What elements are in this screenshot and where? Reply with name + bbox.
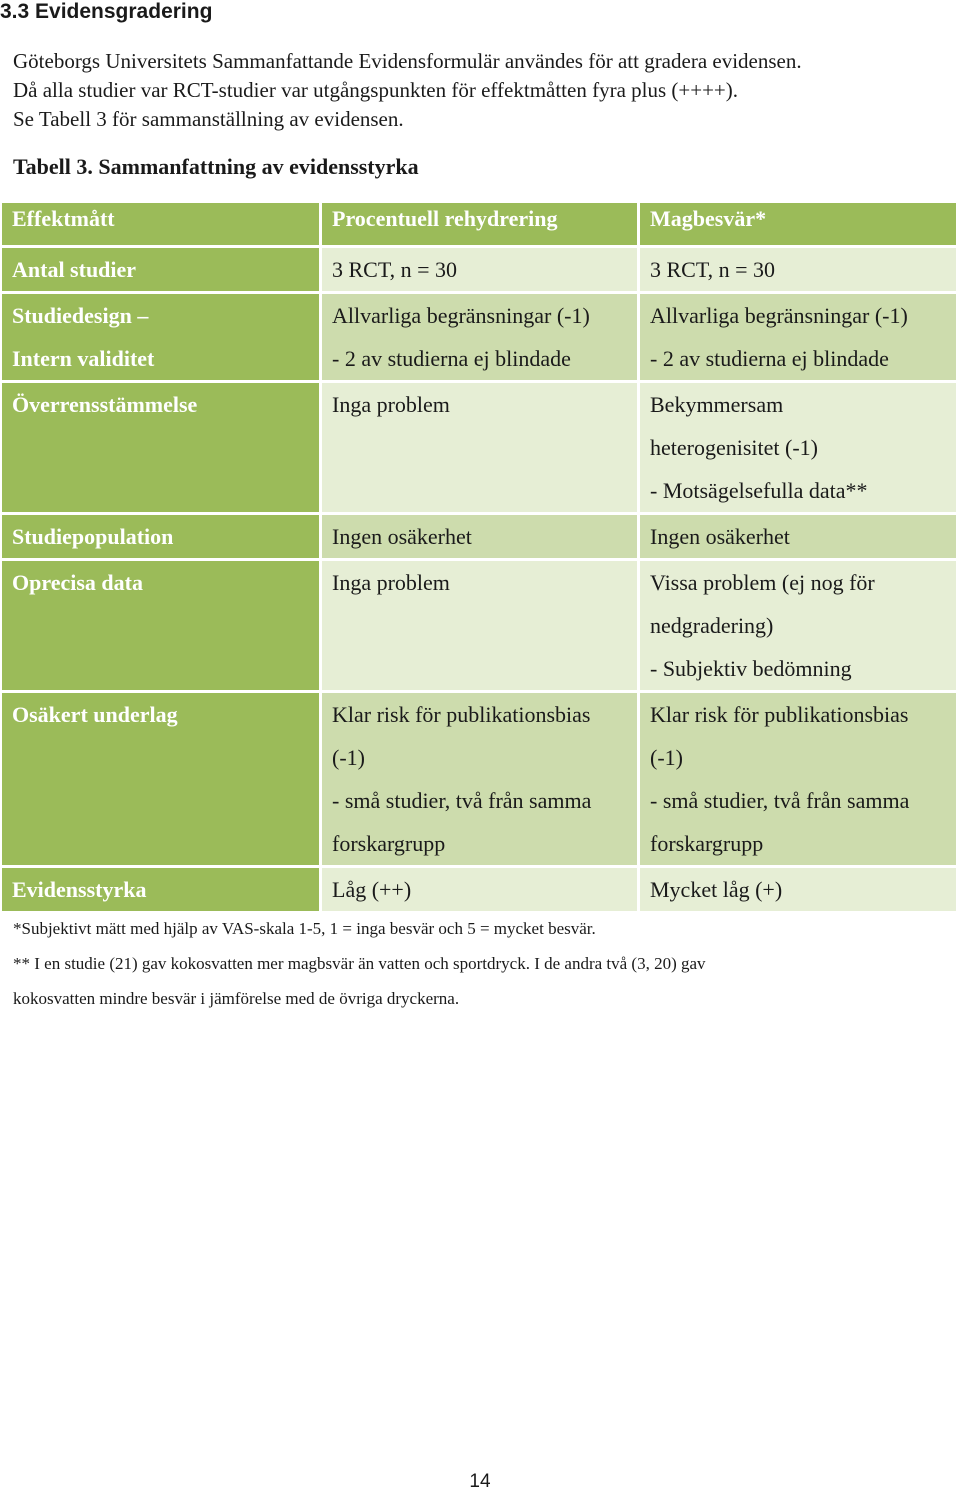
cell-line: Antal studier bbox=[12, 257, 137, 282]
rehydrering-cell bbox=[322, 515, 640, 561]
cell-line: 3 RCT, n = 30 bbox=[650, 257, 776, 282]
intro-line: Då alla studier var RCT-studier var utgångspunkten för effektmåtten fyra plus (++++). bbox=[13, 78, 739, 102]
row-label-cell bbox=[2, 515, 322, 561]
cell-line: - Subjektiv bedömning bbox=[650, 656, 852, 681]
magbesvar-cell bbox=[640, 693, 956, 868]
cell-line: Oprecisa data bbox=[12, 570, 143, 595]
magbesvar-cell bbox=[640, 383, 956, 515]
magbesvar-cell bbox=[640, 561, 956, 693]
table-body bbox=[2, 248, 956, 914]
table-caption bbox=[13, 154, 419, 180]
table-row bbox=[2, 248, 956, 294]
magbesvar-cell bbox=[640, 248, 956, 294]
cell-line: Evidensstyrka bbox=[12, 877, 147, 902]
intro-line: Se Tabell 3 för sammanställning av evidensen. bbox=[13, 107, 404, 131]
row-label-cell bbox=[2, 561, 322, 693]
cell-line: Vissa problem (ej nog för bbox=[650, 570, 875, 595]
cell-line: forskargrupp bbox=[650, 831, 764, 856]
cell-line: Ingen osäkerhet bbox=[650, 524, 790, 549]
table-row bbox=[2, 561, 956, 693]
rehydrering-cell bbox=[322, 693, 640, 868]
cell-line: Allvarliga begränsningar (-1) bbox=[332, 303, 590, 328]
row-label-cell bbox=[2, 693, 322, 868]
table-row bbox=[2, 383, 956, 515]
cell-line: nedgradering) bbox=[650, 613, 774, 638]
magbesvar-cell bbox=[640, 294, 956, 383]
cell-line: forskargrupp bbox=[332, 831, 446, 856]
footnotes bbox=[13, 911, 948, 1016]
row-label-cell bbox=[2, 868, 322, 914]
table-header-row bbox=[2, 203, 956, 248]
cell-line: Mycket låg (+) bbox=[650, 877, 783, 902]
footnote-vas: *Subjektivt mätt med hjälp av VAS-skala 1-5, 1 = inga besvär och 5 = mycket besvär. bbox=[13, 919, 596, 938]
cell-line: Studiepopulation bbox=[12, 524, 174, 549]
row-label-cell bbox=[2, 294, 322, 383]
magbesvar-cell bbox=[640, 515, 956, 561]
page-number: 14 bbox=[469, 1471, 491, 1492]
magbesvar-cell bbox=[640, 868, 956, 914]
cell-line: Studiedesign – bbox=[12, 303, 149, 328]
cell-line: - 2 av studierna ej blindade bbox=[332, 346, 571, 371]
cell-line: Klar risk för publikationsbias bbox=[650, 702, 909, 727]
table-caption-text: Sammanfattning av evidensstyrka bbox=[98, 154, 419, 179]
intro-paragraph bbox=[13, 47, 953, 134]
evidence-table bbox=[2, 203, 956, 914]
table-row bbox=[2, 294, 956, 383]
cell-line: Överrensstämmelse bbox=[12, 392, 198, 417]
section-heading: 3.3 Evidensgradering bbox=[0, 0, 213, 23]
footnote-magbesvar-cont: kokosvatten mindre besvär i jämförelse med de övriga dryckerna. bbox=[13, 989, 460, 1008]
cell-line: heterogenisitet (-1) bbox=[650, 435, 818, 460]
row-label-cell bbox=[2, 248, 322, 294]
rehydrering-cell bbox=[322, 868, 640, 914]
cell-line: Inga problem bbox=[332, 570, 450, 595]
table-row bbox=[2, 515, 956, 561]
cell-line: - små studier, två från samma bbox=[650, 788, 910, 813]
rehydrering-cell bbox=[322, 383, 640, 515]
header-cell-magbesvar: Magbesvär* bbox=[640, 203, 956, 248]
intro-line: Göteborgs Universitets Sammanfattande Evidensformulär användes för att gradera evidensen. bbox=[13, 49, 802, 73]
cell-line: Intern validitet bbox=[12, 346, 155, 371]
cell-line: (-1) bbox=[332, 745, 365, 770]
rehydrering-cell bbox=[322, 248, 640, 294]
table-row bbox=[2, 693, 956, 868]
cell-line: Bekymmersam bbox=[650, 392, 784, 417]
cell-line: 3 RCT, n = 30 bbox=[332, 257, 458, 282]
cell-line: - Motsägelsefulla data** bbox=[650, 478, 868, 503]
cell-line: Låg (++) bbox=[332, 877, 412, 902]
row-label-cell bbox=[2, 383, 322, 515]
cell-line: (-1) bbox=[650, 745, 683, 770]
cell-line: Inga problem bbox=[332, 392, 450, 417]
header-cell-rehydrering: Procentuell rehydrering bbox=[322, 203, 640, 248]
cell-line: Allvarliga begränsningar (-1) bbox=[650, 303, 908, 328]
table-caption-label: Tabell 3. bbox=[13, 154, 93, 179]
cell-line: - små studier, två från samma bbox=[332, 788, 592, 813]
cell-line: - 2 av studierna ej blindade bbox=[650, 346, 889, 371]
rehydrering-cell bbox=[322, 294, 640, 383]
cell-line: Osäkert underlag bbox=[12, 702, 178, 727]
rehydrering-cell bbox=[322, 561, 640, 693]
header-cell-effektmatt: Effektmått bbox=[2, 203, 322, 248]
cell-line: Klar risk för publikationsbias bbox=[332, 702, 591, 727]
table-row bbox=[2, 868, 956, 914]
footnote-magbesvar: ** I en studie (21) gav kokosvatten mer magbsvär än vatten och sportdryck. I de andra två (3, 20) gav bbox=[13, 954, 706, 973]
cell-line: Ingen osäkerhet bbox=[332, 524, 472, 549]
